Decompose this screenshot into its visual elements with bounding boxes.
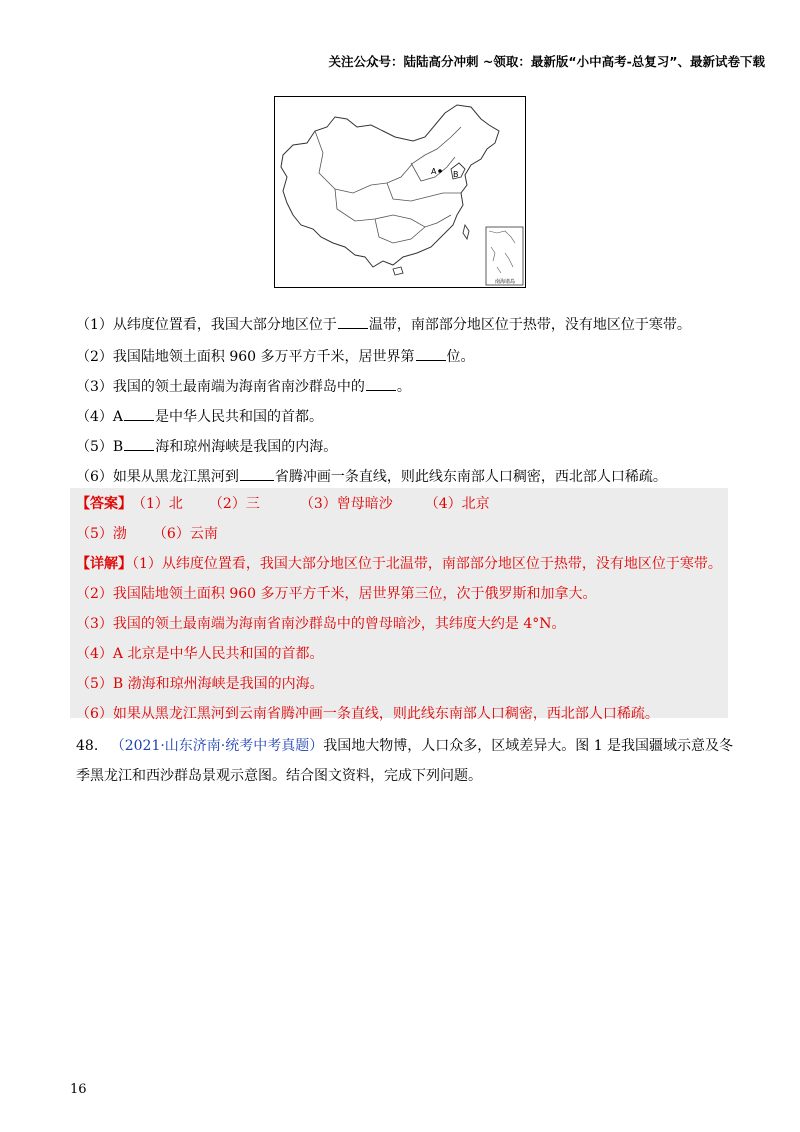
question-6: （6）如果从黑龙江黑河到 省腾冲画一条直线，则此线东南部人口稠密，西北部人口稀疏。 <box>76 466 667 487</box>
china-map-svg <box>275 97 525 287</box>
detail-line-1: 【详解】（1）从纬度位置看，我国大部分地区位于北温带，南部部分地区位于热带，没有地区位于寒带。 <box>76 556 722 572</box>
question-1: （1）从纬度位置看，我国大部分地区位于 温带，南部部分地区位于热带，没有地区位于寒带。 <box>76 314 691 335</box>
region-line <box>387 183 461 201</box>
answer-blank[interactable] <box>124 406 154 421</box>
detail-line-6: （6）如果从黑龙江黑河到云南省腾冲画一条直线，则此线东南部人口稠密，西北部人口稀疏。 <box>76 706 659 722</box>
question-48-line-2: 季黑龙江和西沙群岛景观示意图。结合图文资料，完成下列问题。 <box>76 768 482 784</box>
answer-item: （2）三 <box>208 496 260 512</box>
answer-tag: 【答案】 <box>76 496 132 512</box>
china-map-figure <box>274 96 526 288</box>
label-b: B <box>453 170 459 179</box>
answer-item: （4）北京 <box>424 496 490 512</box>
page-number: 16 <box>70 1082 87 1097</box>
answer-line-2 <box>76 524 218 544</box>
china-boundary <box>281 105 499 267</box>
answer-item: （5）渤 <box>76 526 127 542</box>
question-source: （2021·山东济南·统考中考真题） <box>110 738 324 754</box>
answer-item: （3）曾母暗沙 <box>299 496 393 512</box>
south-sea-inset <box>486 227 523 285</box>
detail-line-3: （3）我国的领土最南端为海南省南沙群岛中的曾母暗沙，其纬度大约是 4°N。 <box>76 616 566 632</box>
region-line <box>315 127 461 193</box>
taiwan <box>463 225 469 239</box>
inset-caption: 南海诸岛 <box>495 279 516 285</box>
detail-line-4: （4）A 北京是中华人民共和国的首都。 <box>76 646 324 662</box>
point-a-marker <box>438 169 442 173</box>
question-4: （4）A 是中华人民共和国的首都。 <box>76 406 323 427</box>
answer-blank[interactable] <box>124 436 154 451</box>
question-number: 48. <box>76 738 99 754</box>
hainan <box>393 267 403 275</box>
question-48-line-1: 48. （2021·山东济南·统考中考真题）我国地大物博，人口众多，区域差异大。图 1 是我国疆域示意及冬 <box>76 738 734 754</box>
detail-line-5: （5）B 渤海和琼州海峡是我国的内海。 <box>76 676 324 692</box>
answer-blank[interactable] <box>240 466 274 481</box>
detail-line-2: （2）我国陆地领土面积 960 多万平方千米，居世界第三位，次于俄罗斯和加拿大。 <box>76 586 597 602</box>
answer-blank[interactable] <box>338 314 368 329</box>
question-3: （3）我国的领土最南端为海南省南沙群岛中的 。 <box>76 376 411 397</box>
detail-tag: 【详解】 <box>76 556 132 572</box>
answer-item: （1）北 <box>132 496 183 512</box>
question-5: （5）B 海和琼州海峡是我国的内海。 <box>76 436 337 457</box>
answer-blank[interactable] <box>416 346 446 361</box>
answer-item: （6）云南 <box>152 526 218 542</box>
region-line <box>335 189 451 227</box>
label-a: A <box>431 167 437 176</box>
page-header: 关注公众号：陆陆高分冲刺 ~领取：最新版“小中高考-总复习”、最新试卷下载 <box>328 54 765 69</box>
answer-line-1 <box>76 494 490 514</box>
question-2: （2）我国陆地领土面积 960 多万平方千米，居世界第 位。 <box>76 346 475 367</box>
answer-blank[interactable] <box>366 376 396 391</box>
